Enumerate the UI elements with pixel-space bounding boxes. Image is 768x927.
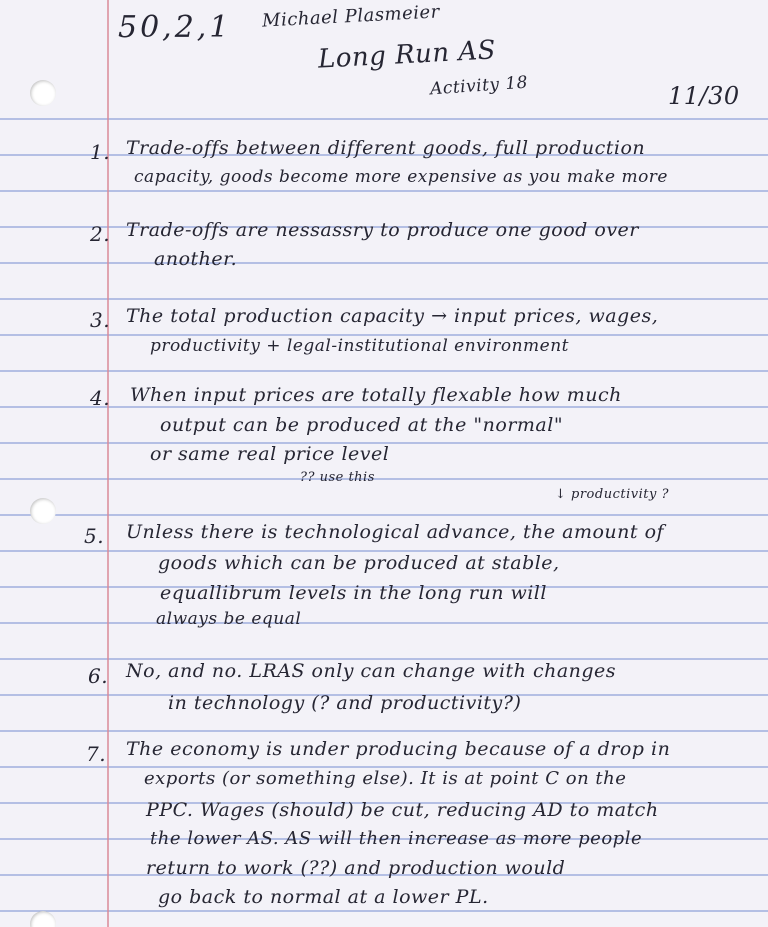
binder-hole (30, 498, 56, 524)
answer-line: capacity, goods become more expensive as you make more (134, 167, 668, 187)
grade: 50,2,1 (118, 10, 232, 45)
answer-number: 1. (90, 140, 111, 164)
answer-number: 2. (90, 222, 111, 246)
answer-line: Trade-offs are nessassry to produce one good over (126, 219, 639, 241)
margin-note: ↓ productivity ? (555, 487, 669, 502)
answer-number: 4. (90, 386, 111, 410)
page-title: Long Run AS (317, 35, 497, 75)
answer-line: No, and no. LRAS only can change with changes (126, 660, 617, 682)
answer-line: in technology (? and productivity?) (168, 692, 522, 714)
answer-line: productivity + legal-institutional environment (150, 336, 569, 356)
answer-number: 5. (84, 524, 105, 548)
answer-line: goods which can be produced at stable, (158, 552, 560, 574)
answer-line: Unless there is technological advance, the amount of (126, 521, 665, 543)
answer-line: Trade-offs between different goods, full production (126, 137, 646, 159)
answer-line: another. (154, 248, 238, 270)
answer-line: When input prices are totally flexable how much (130, 384, 622, 406)
answer-line: exports (or something else). It is at point C on the (144, 768, 627, 789)
answer-line: or same real price level (150, 443, 390, 465)
answer-line: The economy is under producing because of a drop in (126, 738, 671, 760)
student-name: Michael Plasmeier (261, 1, 441, 32)
answer-number: 7. (86, 742, 107, 766)
answer-line: output can be produced at the "normal" (160, 414, 564, 436)
margin-note: ?? use this (300, 470, 375, 485)
answer-line: always be equal (156, 609, 302, 629)
answer-number: 3. (90, 308, 111, 332)
answer-number: 6. (88, 664, 109, 688)
binder-hole (30, 80, 56, 106)
date: 11/30 (668, 82, 740, 110)
answer-line: the lower AS. AS will then increase as more people (150, 828, 643, 849)
answer-line: PPC. Wages (should) be cut, reducing AD to match (146, 799, 659, 821)
answer-line: The total production capacity → input prices, wages, (126, 305, 659, 327)
answer-line: equallibrum levels in the long run will (160, 582, 547, 604)
answer-line: go back to normal at a lower PL. (158, 886, 489, 908)
answer-line: return to work (??) and production would (146, 857, 566, 879)
activity-label: Activity 18 (429, 72, 529, 100)
